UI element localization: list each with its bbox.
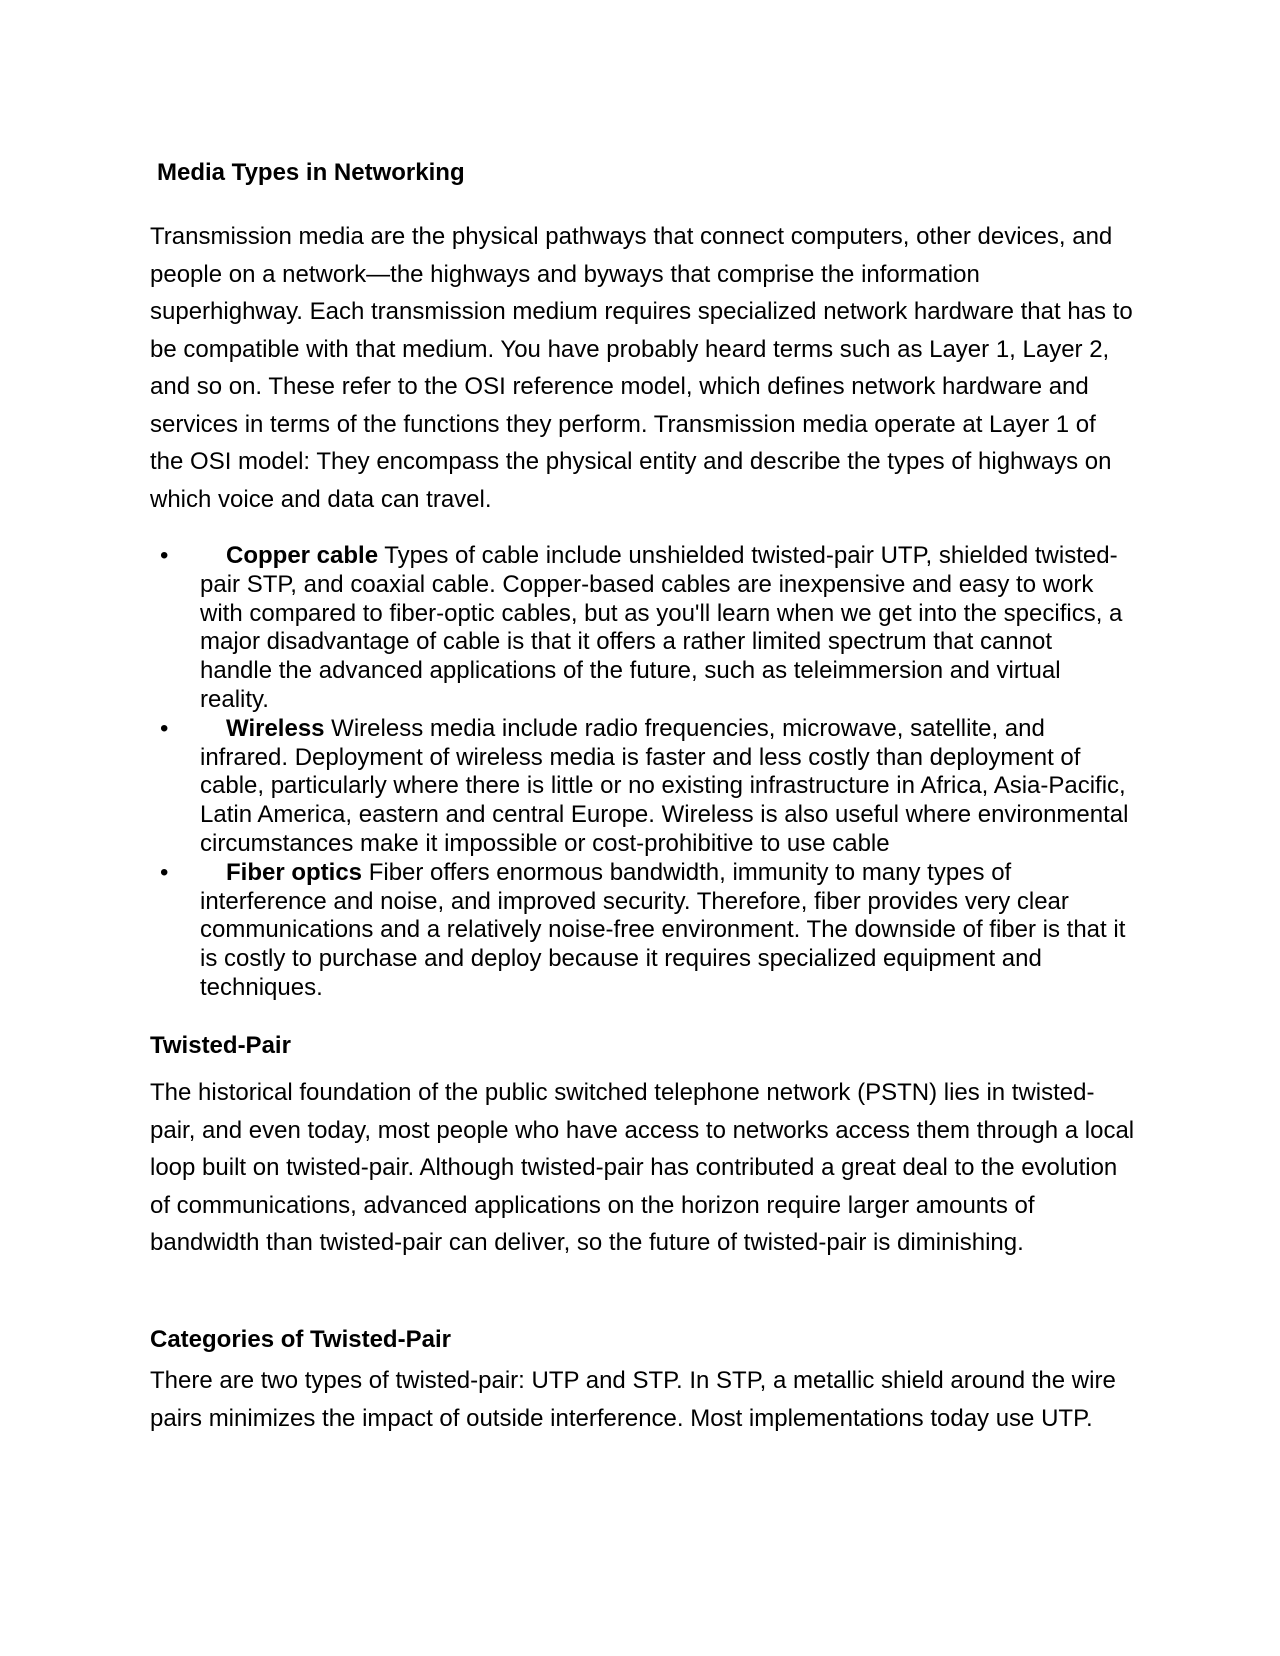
list-item-term: Copper cable <box>226 542 379 569</box>
list-item-wireless <box>0 715 1130 859</box>
list-item-term: Fiber optics <box>226 858 363 886</box>
intro-paragraph: Transmission media are the physical pathways that connect computers, other devices, and people on a network—the highways and byways that comprise the information superhighway. Each transmission medium requires specialized network hardware that has to be compatible with that medium. You have probably heard terms such as Layer 1, Layer 2, and so on. These refer to the OSI reference model, which defines network hardware and services in terms of the functions they perform. Transmission media operate at Layer 1 of the OSI model: They encompass the physical entity and describe the types of highways on which voice and data can travel. <box>150 223 1133 513</box>
list-item-term: Wireless <box>226 714 325 742</box>
list-item-copper-cable <box>0 542 1130 715</box>
list-item-text: Types of cable include unshielded twisted-pair UTP, shielded twisted-pair STP, and coaxial cable. Copper-based cables are inexpensive and easy to work with compared to fiber-optic cables, but as you'll learn when we get into the specifics, a major disadvantage of cable is that it offers a rather limited spectrum that cannot handle the advanced applications of the future, such as teleimmersion and virtual reality. <box>200 542 1123 713</box>
list-item-text: Wireless media include radio frequencies, microwave, satellite, and infrared. Deployment of wireless media is faster and less costly than deployment of cable, particularly where there is little or no existing infrastructure in Africa, Asia-Pacific, Latin America, eastern and central Europe. Wireless is also useful where environmental circumstances make it impossible or cost-prohibitive to use cable <box>200 714 1129 857</box>
list-item-text: Fiber offers enormous bandwidth, immunity to many types of interference and noise, and improved security. Therefore, fiber provides very clear communications and a relatively noise-free environment. The downside of fiber is that it is costly to purchase and deploy because it requires specialized equipment and techniques. <box>200 858 1126 1001</box>
media-types-list <box>0 542 1280 1003</box>
bullet-icon: • <box>160 714 169 742</box>
bullet-icon: • <box>160 858 169 886</box>
categories-paragraph: There are two types of twisted-pair: UTP and STP. In STP, a metallic shield around the wire pairs minimizes the impact of outside interference. Most implementations today use UTP. <box>150 1367 1116 1432</box>
categories-heading: Categories of Twisted-Pair <box>150 1326 451 1353</box>
bullet-icon: • <box>160 542 169 569</box>
document-title: Media Types in Networking <box>157 159 465 186</box>
list-item-fiber-optics <box>0 859 1130 1003</box>
twisted-pair-paragraph: The historical foundation of the public switched telephone network (PSTN) lies in twisted-pair, and even today, most people who have access to networks access them through a local loop built on twisted-pair. Although twisted-pair has contributed a great deal to the evolution of communications, advanced applications on the horizon require larger amounts of bandwidth than twisted-pair can deliver, so the future of twisted-pair is diminishing. <box>150 1079 1135 1256</box>
twisted-pair-heading: Twisted-Pair <box>150 1032 291 1059</box>
